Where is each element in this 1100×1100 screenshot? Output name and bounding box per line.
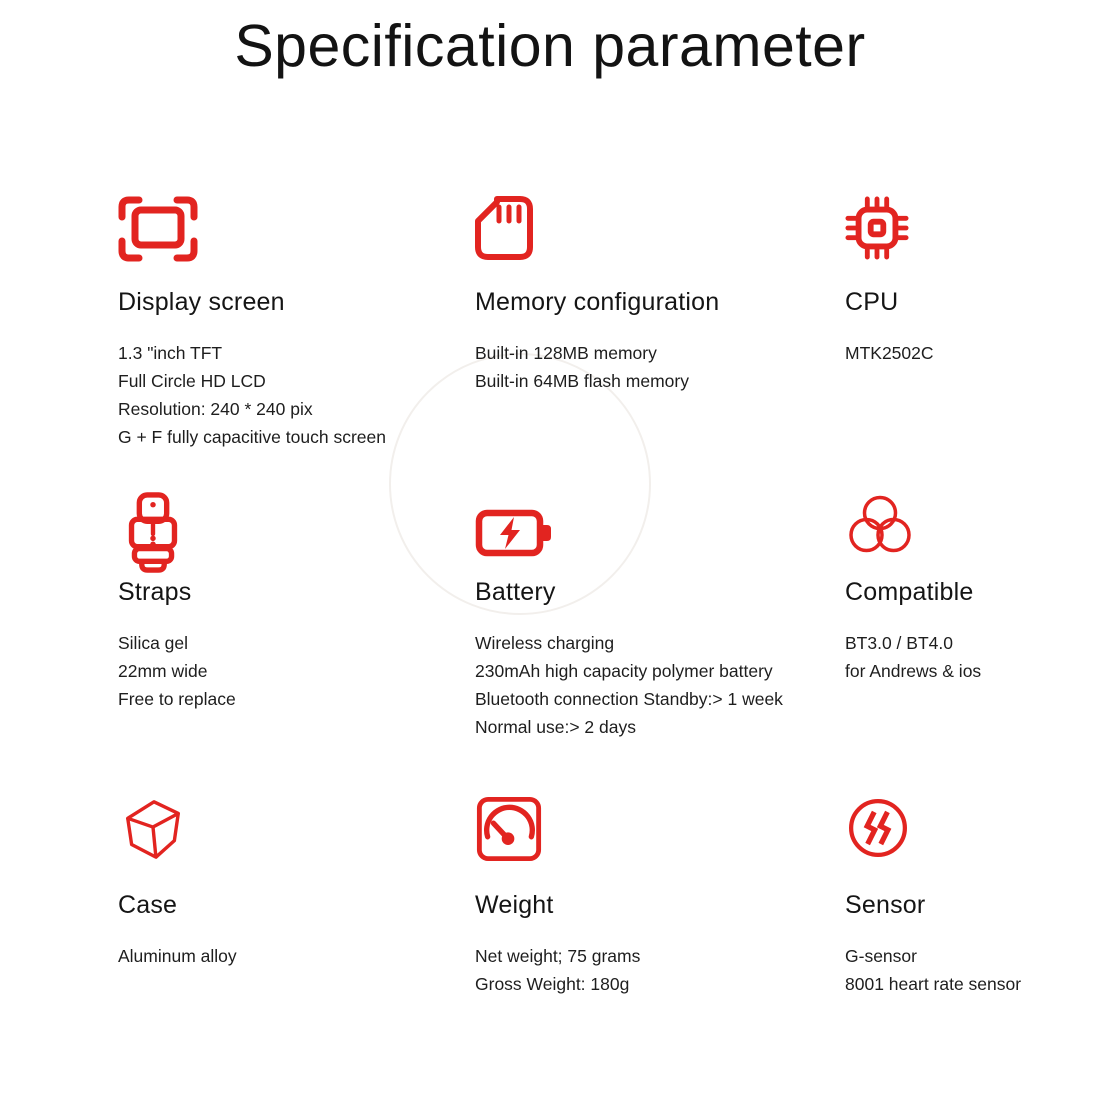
spec-line: 22mm wide [118, 661, 208, 681]
gauge-icon [475, 795, 845, 891]
spec-line: Net weight; 75 grams [475, 946, 641, 966]
spec-line: BT3.0 / BT4.0 [845, 633, 953, 653]
spec-heading: Straps [118, 578, 192, 606]
spec-heading: Display screen [118, 288, 285, 316]
spec-heading: Sensor [845, 891, 926, 919]
spec-line: Built-in 128MB memory [475, 343, 657, 363]
spec-line: 1.3 "inch TFT [118, 343, 223, 363]
spec-line: Normal use:> 2 days [475, 717, 636, 737]
spec-heading: CPU [845, 288, 899, 316]
spec-heading: Weight [475, 891, 554, 919]
spec-card-sensor [845, 795, 1100, 998]
spec-card-straps [118, 492, 475, 795]
memory-card-icon [475, 196, 845, 288]
spec-line: MTK2502C [845, 343, 934, 363]
spec-line: Built-in 64MB flash memory [475, 371, 689, 391]
battery-charging-icon [475, 492, 845, 578]
spec-heading: Compatible [845, 578, 974, 606]
page-title: Specification parameter [234, 13, 866, 79]
spec-line: Wireless charging [475, 633, 615, 653]
compatibility-circles-icon [845, 492, 1100, 578]
spec-heading: Battery [475, 578, 556, 606]
spec-line: Full Circle HD LCD [118, 371, 266, 391]
spec-line: G + F fully capacitive touch screen [118, 427, 386, 447]
spec-line: 8001 heart rate sensor [845, 974, 1022, 994]
pulse-sensor-icon [845, 795, 1100, 891]
spec-card-weight [475, 795, 845, 998]
spec-card-case [118, 795, 475, 998]
spec-line: Aluminum alloy [118, 946, 237, 966]
spec-card-display-screen [118, 196, 475, 492]
spec-line: G-sensor [845, 946, 917, 966]
spec-line: Gross Weight: 180g [475, 974, 630, 994]
spec-line: Resolution: 240 * 240 pix [118, 399, 313, 419]
spec-heading: Memory configuration [475, 288, 720, 316]
spec-grid [118, 196, 1100, 998]
cpu-chip-icon [845, 196, 1100, 288]
spec-line: Bluetooth connection Standby:> 1 week [475, 689, 783, 709]
spec-card-memory [475, 196, 845, 492]
spec-line: Silica gel [118, 633, 189, 653]
watch-strap-icon [118, 492, 475, 578]
cube-icon [118, 795, 475, 891]
spec-line: Free to replace [118, 689, 236, 709]
display-screen-icon [118, 196, 475, 288]
spec-line: 230mAh high capacity polymer battery [475, 661, 773, 681]
spec-card-cpu [845, 196, 1100, 492]
spec-card-battery [475, 492, 845, 795]
spec-card-compatible [845, 492, 1100, 795]
spec-heading: Case [118, 891, 178, 919]
spec-line: for Andrews & ios [845, 661, 982, 681]
